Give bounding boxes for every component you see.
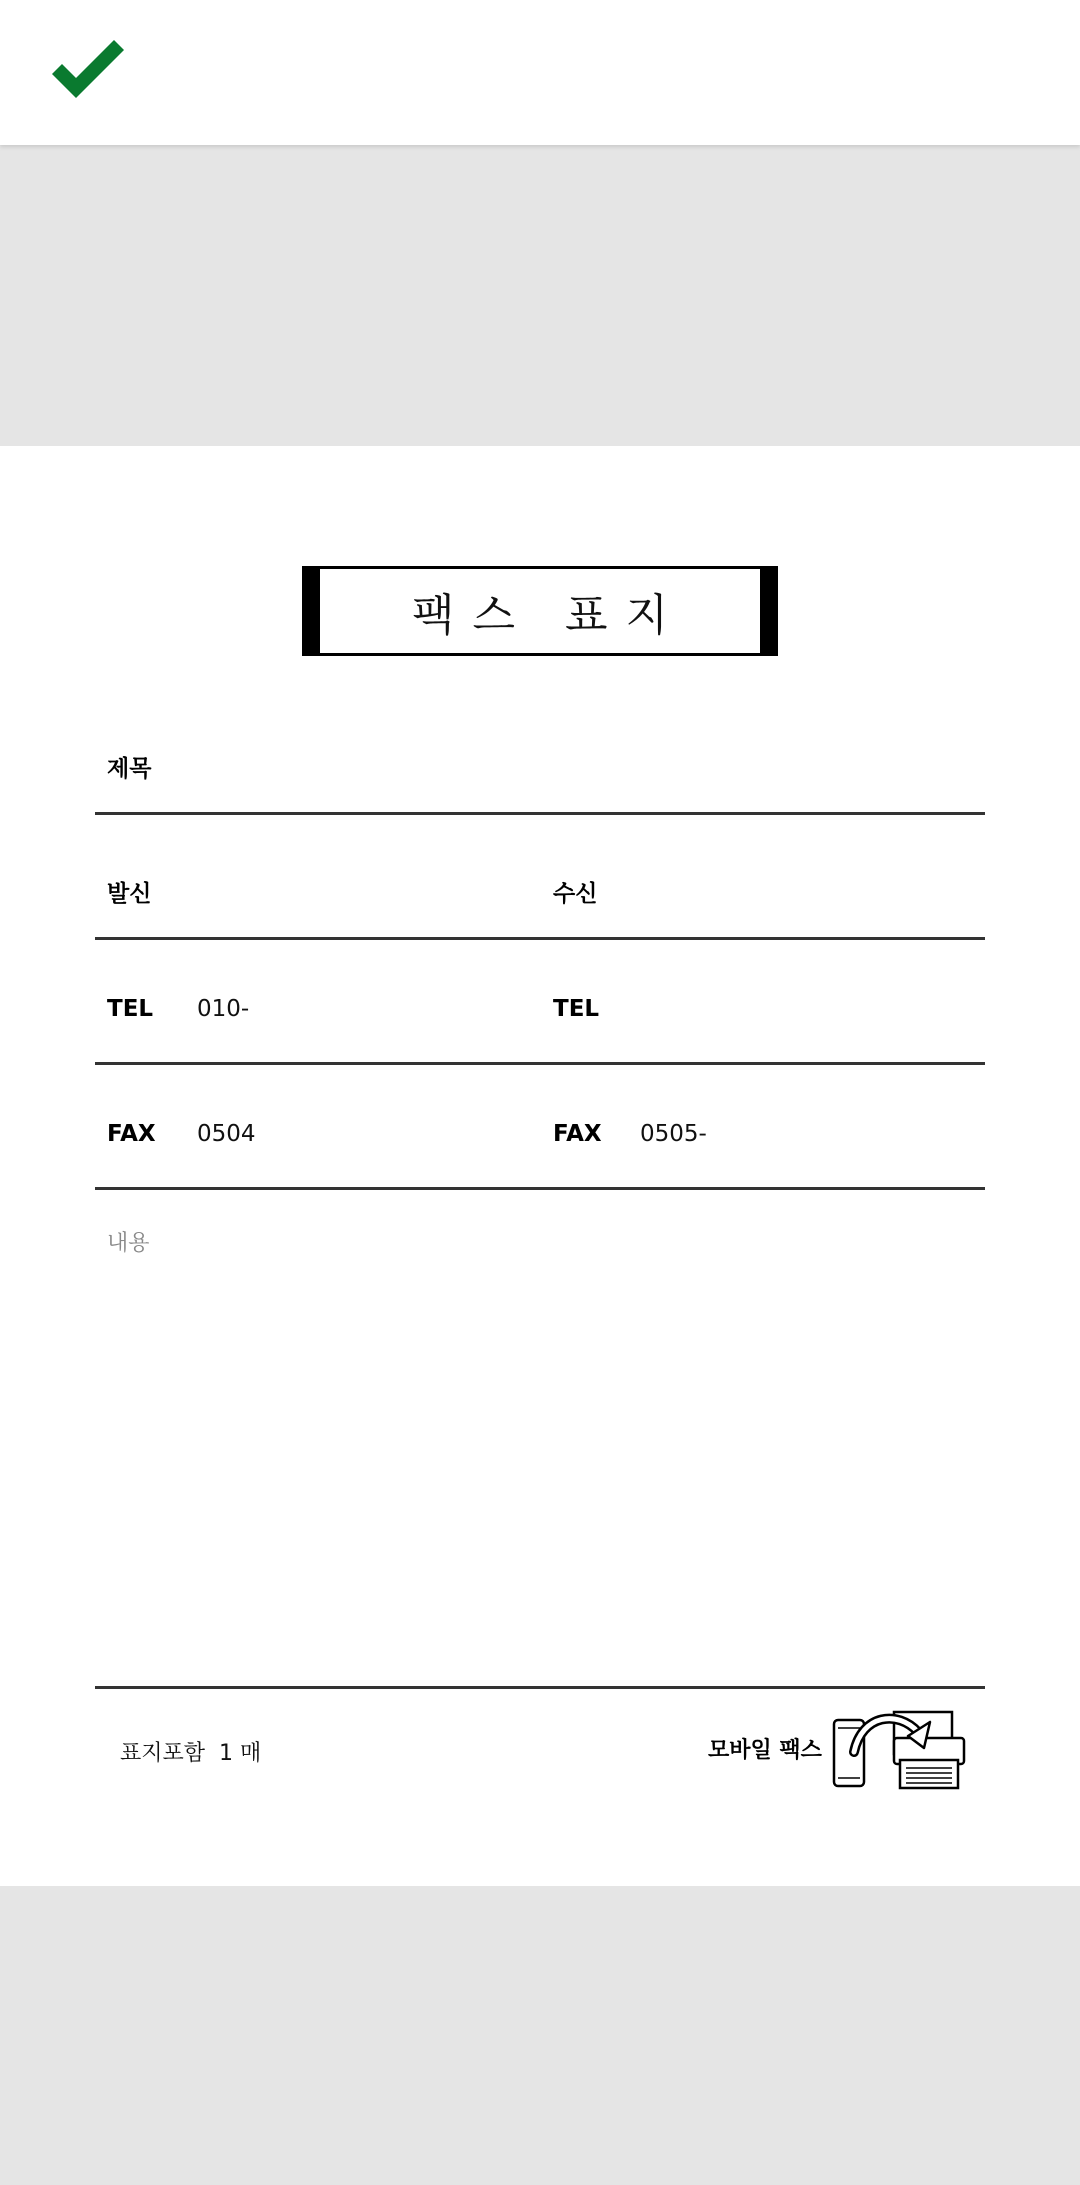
fax-divider xyxy=(95,1187,985,1190)
receiver-tel-label: TEL xyxy=(553,996,600,1022)
sender-divider xyxy=(95,937,985,940)
cover-title: 팩스 표지 xyxy=(411,590,686,641)
fax-cover-sheet xyxy=(0,446,1080,1886)
mobile-fax-logo-icon xyxy=(832,1708,966,1792)
check-icon xyxy=(48,36,128,110)
receiver-fax-label: FAX xyxy=(553,1121,602,1147)
receiver-label: 수신 xyxy=(553,881,598,907)
tel-divider xyxy=(95,1062,985,1065)
subject-divider xyxy=(95,812,985,815)
cover-title-box xyxy=(302,566,778,656)
sender-label: 발신 xyxy=(107,881,152,907)
content-input[interactable] xyxy=(107,1226,967,1666)
subject-label: 제목 xyxy=(107,756,152,782)
brand-label: 모바일 팩스 xyxy=(708,1738,822,1763)
sender-fax-value[interactable]: 0504 xyxy=(197,1121,256,1147)
sender-fax-label: FAX xyxy=(107,1121,156,1147)
content-divider xyxy=(95,1686,985,1689)
receiver-fax-value[interactable]: 0505- xyxy=(640,1121,707,1147)
confirm-button[interactable] xyxy=(48,36,128,110)
sender-tel-value[interactable]: 010- xyxy=(197,996,250,1022)
top-app-bar xyxy=(0,0,1080,145)
page-count-text: 표지포함 1 매 xyxy=(120,1741,262,1766)
sender-tel-label: TEL xyxy=(107,996,154,1022)
